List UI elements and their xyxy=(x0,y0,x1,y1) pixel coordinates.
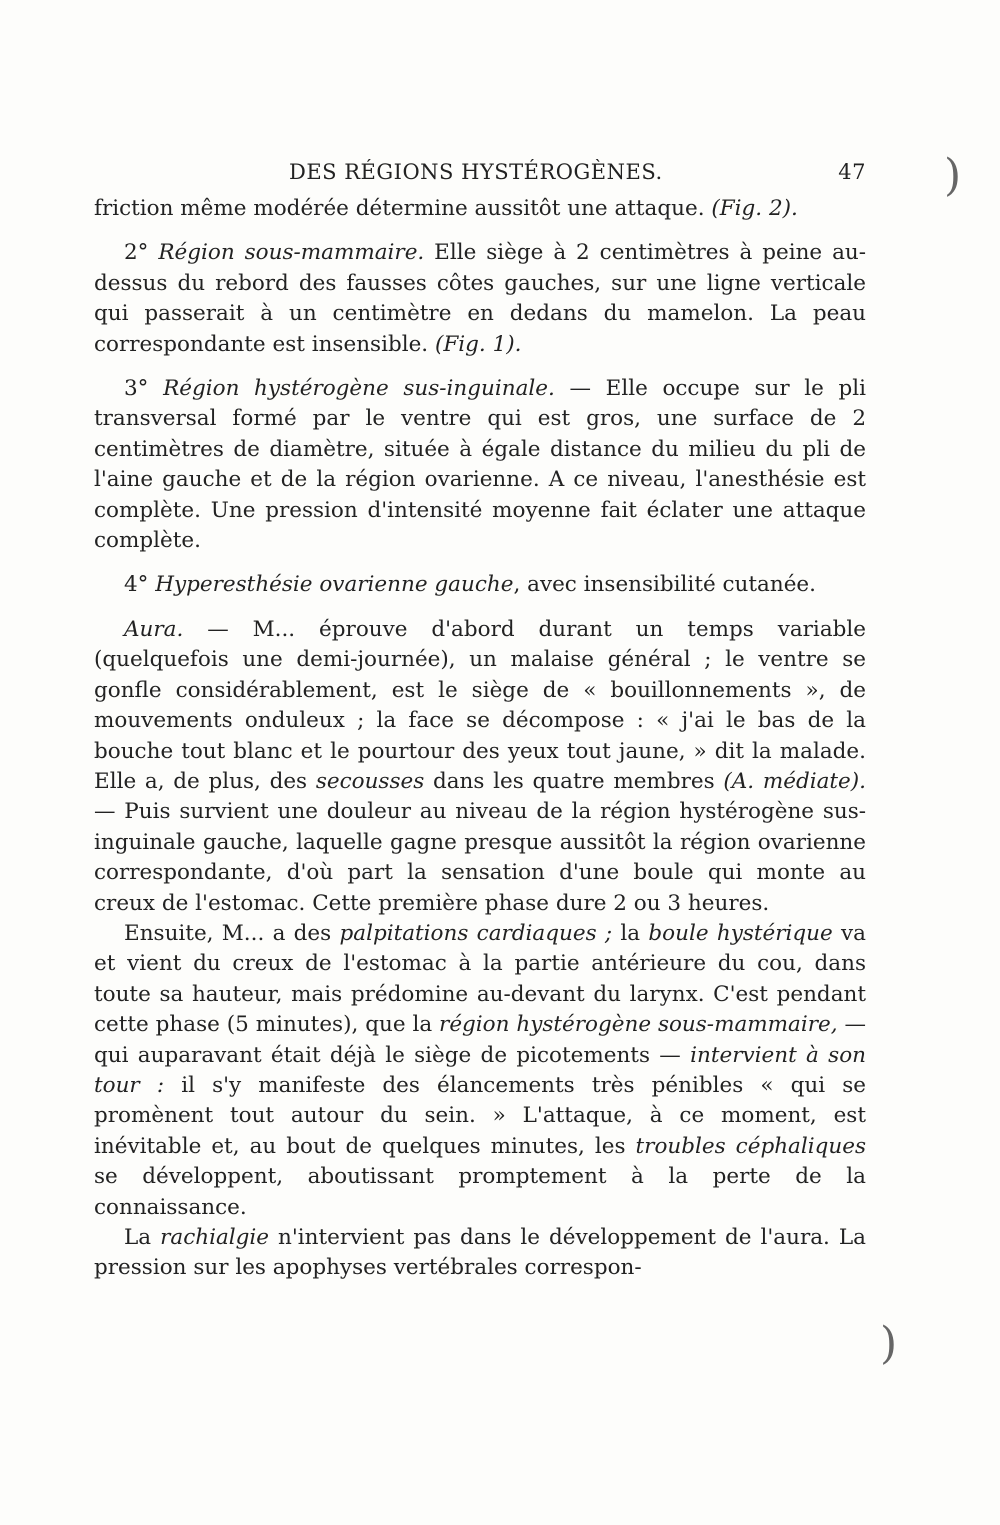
paragraph-ensuite xyxy=(94,919,866,1223)
text-run: il s'y manifeste des élancements très pénibles « qui se promènent tout autour du sein. » L'attaque, à ce moment, est inévitable et, au bout de quelques minutes, les xyxy=(94,1072,866,1159)
margin-bracket-top: ) xyxy=(944,150,962,201)
emphasis: troubles céphaliques xyxy=(635,1133,866,1159)
text-run: dans les quatre membres xyxy=(424,768,724,794)
section-heading: Aura. xyxy=(124,616,184,642)
item-heading: Hyperesthésie ovarienne gauche xyxy=(155,572,514,598)
item-heading: Région hystérogène sus-inguinale. xyxy=(163,376,555,402)
emphasis: boule hystérique xyxy=(648,920,833,946)
figure-reference: (Fig. 2). xyxy=(711,196,798,221)
text-run: , avec insensibilité cutanée. xyxy=(513,572,816,598)
text-run: va et vient du creux de l'estomac à la partie antérieure du cou, dans toute sa hauteur, mais prédomine au-devant du larynx. C'est pendant cette phase (5 minutes), que la xyxy=(94,920,866,1038)
figure-reference: (Fig. 1). xyxy=(434,331,522,357)
text-run: La xyxy=(124,1225,161,1250)
emphasis: rachialgie xyxy=(160,1225,270,1250)
paragraph-region-sus-inguinale xyxy=(94,374,866,556)
running-title: DES RÉGIONS HYSTÉROGÈNES. xyxy=(289,160,663,184)
margin-bracket-bottom: ) xyxy=(880,1318,898,1369)
item-number: 2° xyxy=(124,240,159,266)
paragraph-aura xyxy=(94,615,866,919)
book-page xyxy=(94,160,866,1284)
paragraph-hyperesthesie xyxy=(94,570,866,600)
item-number: 3° xyxy=(124,376,164,402)
text-run: friction même modérée détermine aussitôt une attaque. xyxy=(94,196,712,221)
text-run: — qui auparavant était déjà le siège de picotements — xyxy=(94,1012,866,1068)
text-run: — Elle occupe sur le pli transversal formé par le ventre qui est gros, une surface de 2 centimètres de diamètre, située à égale distance du milieu du pli de l'aine gauche et de la région ovarienne. A ce niveau, l'anesthésie est complète. Une pression d'intensité moyenne fait éclater une attaque complète. xyxy=(94,376,867,554)
text-run: Ensuite, M... a des xyxy=(124,920,340,946)
paragraph-region-sous-mammaire xyxy=(94,238,866,360)
emphasis: (A. médiate). xyxy=(723,768,866,794)
item-number: 4° xyxy=(124,572,156,598)
page-number: 47 xyxy=(838,160,866,184)
text-run: n'intervient pas dans le développement de l'aura. La pression sur les apophyses vertébrales correspon- xyxy=(94,1225,866,1281)
item-heading: Région sous-mammaire. xyxy=(158,240,425,266)
emphasis: région hystérogène sous-mammaire, xyxy=(439,1012,838,1038)
paragraph-rachialgie xyxy=(94,1223,866,1284)
text-run: Elle siège à 2 centimètres à peine au-dessus du rebord des fausses côtes gauches, sur une ligne verticale qui passerait à un centimètre en dedans du mamelon. La peau correspondante est insensible. xyxy=(94,240,867,357)
body-text xyxy=(94,194,866,1284)
text-run: la xyxy=(612,920,649,946)
emphasis: secousses xyxy=(315,768,425,794)
emphasis: palpitations cardiaques ; xyxy=(339,920,613,946)
text-run: se développent, aboutissant promptement à la perte de la connaissance. xyxy=(94,1164,866,1220)
paragraph-continuation xyxy=(94,194,866,224)
running-head xyxy=(94,160,866,194)
text-run: — Puis survient une douleur au niveau de la région hystérogène sus-inguinale gauche, laquelle gagne presque aussitôt la région ovarienne correspondante, d'où part la sensation d'une boule qui monte au creux de l'estomac. Cette première phase dure 2 ou 3 heures. xyxy=(94,799,866,916)
text-run: — M... éprouve d'abord durant un temps variable (quelquefois une demi-journée), un malaise général ; le ventre se gonfle considérablement, est le siège de « bouillonnements », de mouvements onduleux ; la face se décompose : « j'ai le bas de la bouche tout blanc et le pourtour des yeux tout jaune, » dit la malade. Elle a, de plus, des xyxy=(94,616,866,794)
emphasis: intervient à son tour : xyxy=(94,1042,866,1098)
